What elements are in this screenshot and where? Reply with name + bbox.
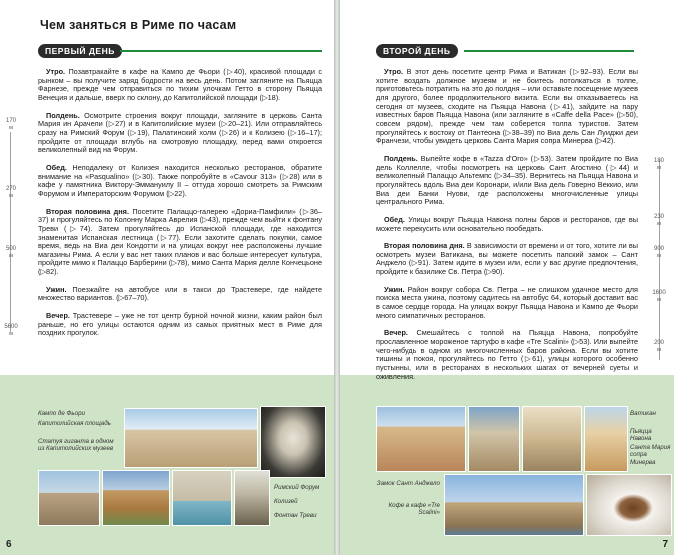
photo-coffee-cup: [586, 474, 672, 536]
scale-marker: [646, 214, 672, 228]
scale-marker: [646, 246, 672, 260]
paragraph-lead: Вечер.: [384, 328, 408, 338]
caption-vatican: Ватикан: [630, 410, 656, 417]
caption-statue: Статуя гиганта в одном из Капитолийских музеев: [38, 438, 114, 453]
scale-unit: м: [9, 125, 13, 131]
page-number: 6: [6, 539, 12, 550]
paragraph-dinner: [38, 286, 322, 303]
right-text-column: [376, 68, 638, 390]
scale-marker: [2, 324, 20, 338]
photo-colosseum: [102, 470, 170, 526]
scale-value: 900: [653, 246, 664, 252]
paragraph-text: Осмотрите строения вокруг площади, загляните в церковь Санта Мария ин Арачели (▷27) и в Капитолийские музеи (▷20–21). Или отправляйтесь сразу на Римский Форум (▷19), Палатинский холм (▷26) и к Колизею (▷16–17); пройдите от площади вглубь на смотровую площадку, перед вами откроется великолепный вид на Форум.: [38, 110, 322, 155]
caption-trevi: Фонтан Треви: [274, 512, 317, 519]
paragraph-dinner: [376, 286, 638, 321]
scale-unit: м: [9, 253, 13, 259]
caption-navona: Пьяцца Навона: [630, 428, 652, 443]
paragraph-lead: Полдень.: [384, 153, 418, 163]
photo-ruins: [234, 470, 270, 526]
day-badge-first: ПЕРВЫЙ ДЕНЬ: [38, 44, 122, 58]
paragraph-lunch: [38, 164, 322, 199]
paragraph-lead: Вечер.: [46, 311, 70, 321]
scale-unit: м: [9, 331, 13, 337]
paragraph-morning: [376, 68, 638, 146]
paragraph-text: В этот день посетите центр Рима и Ватикан (▷92–93). Если вы хотите воздать должное музеям и не боитесь потолкаться в толпе, приготовьтесь потратить на это до полдня – или оставьте посещение музеев для другого, более продолжительного визита. Если вы отказываетесь на сегодня от музеев, сходите на Пьяцца Навона (▷41), зайдите на пару известных баров Пьяцца Навона (или загляните в «Caffe della Pace» (▷50), совсем рядом), прежде чем там соберется толпа туристов. Затем прогуляйтесь к востоку от Пантеона (▷38–39) по Виа дель Сан Луиджи деи Франчези, чтобы увидеть церковь Санта Мария сопра Минерва (▷42).: [376, 67, 639, 146]
paragraph-text: В зависимости от времени и от того, хотите ли вы осмотреть музеи Ватикана, вы можете посетить папский замок – Сант Анджело (▷91). Затем идите в музеи или, если у вас другие предпочтения, пройдите к базилике Св. Петра (▷90).: [376, 241, 638, 277]
paragraph-afternoon: [376, 242, 638, 277]
photo-piazza-navona: [376, 406, 466, 472]
day-badge-second: ВТОРОЙ ДЕНЬ: [376, 44, 458, 58]
page-title: Чем заняться в Риме по часам: [40, 18, 237, 32]
paragraph-text: Позавтракайте в кафе на Кампо де Фьори (▷40), красивой площади с рынком – вы получите заряд бодрости на весь день. Потом загляните на Пьяцца Фарнезе, прежде чем отправиться по тихим улочкам Гетто в сторону Пьяцца Венеция и дальше, вверх по склону, до Капитолийской площади (▷18).: [38, 67, 322, 102]
scale-value: 5600: [4, 324, 18, 330]
photo-santa-maria-minerva: [584, 406, 628, 472]
scale-unit: м: [9, 193, 13, 199]
right-page: [340, 0, 674, 555]
paragraph-lead: Полдень.: [46, 110, 80, 120]
paragraph-lead: Вторая половина дня.: [46, 206, 129, 216]
paragraph-lunch: [376, 216, 638, 233]
scale-marker: [646, 290, 672, 304]
paragraph-text: Улицы вокруг Пьяцца Навона полны баров и ресторанов, где вы можете перекусить или основательно пообедать.: [376, 214, 638, 233]
scale-value: 230: [653, 214, 664, 220]
paragraph-morning: [38, 68, 322, 103]
paragraph-afternoon: [38, 208, 322, 277]
paragraph-evening: [38, 312, 322, 338]
paragraph-lead: Обед.: [46, 162, 67, 172]
scale-line: [10, 132, 11, 332]
paragraph-noon: [376, 155, 638, 207]
caption-forum: Римский Форум: [274, 484, 320, 491]
day-divider: [120, 50, 322, 52]
paragraph-lead: Вторая половина дня.: [384, 241, 465, 251]
scale-unit: м: [657, 221, 661, 227]
paragraph-lead: Утро.: [384, 67, 404, 76]
paragraph-lead: Ужин.: [384, 284, 405, 294]
paragraph-text: Смешайтесь с толпой на Пьяцца Навона, попробуйте прославленное мороженое тартуфо в кафе «Tre Scalini» (▷53). Или выпейте чего-нибудь в одном из многочисленных баров района. Если вы хотите тишины и покоя, прогуляйтесь по Гетто (▷61), улицы которого особенно пустынны, или в ресторанах в нескольких шагах от вечерней суеты и оживления.: [376, 328, 638, 381]
left-page: [0, 0, 334, 555]
caption-coffee: Кофе в кафе «Tre Scalini»: [388, 502, 440, 517]
paragraph-lead: Ужин.: [46, 284, 67, 294]
photo-roman-forum: [38, 470, 100, 526]
scale-value: 200: [653, 340, 664, 346]
paragraph-lead: Обед.: [384, 214, 405, 224]
photo-trevi-fountain: [172, 470, 232, 526]
scale-value: 180: [653, 158, 664, 164]
page-number: 7: [662, 539, 668, 550]
caption-capitol: Капитолийская площадь: [38, 420, 111, 427]
photo-vatican: [522, 406, 582, 472]
scale-marker: [646, 340, 672, 354]
paragraph-text: Неподалеку от Колизея находится несколько ресторанов, обратите внимание на «Pasqualino» (▷30). Также попробуйте в «Cavour 313» (▷28) или в кафе у памятника Виктору-Эммануилу II – оттуда хорошо смотреть за Римским Форумом и Императорским Форумом (▷22).: [38, 162, 323, 198]
scale-marker: [646, 158, 672, 172]
paragraph-evening: [376, 329, 638, 381]
paragraph-text: Район вокруг собора Св. Петра – не слишком удачное место для поиска места ужина, поэтому садитесь на автобус 64, который доставит вас в самое сердце города. На улицах вокруг Пьяцца Навона и Кампо де Фьори много симпатичных ресторанов.: [376, 284, 638, 320]
photo-piazza-navona-2: [468, 406, 520, 472]
day-divider: [464, 50, 634, 52]
photo-castel-sant-angelo: [444, 474, 584, 536]
scale-value: 500: [5, 246, 16, 252]
caption-minerva: Санта Мария сопра Минерва: [630, 444, 671, 466]
caption-colosseum: Колизей: [274, 498, 298, 505]
caption-castel-angelo: Замок Сант Анджело: [376, 480, 440, 487]
scale-line: [659, 160, 660, 360]
scale-value: 170: [5, 118, 16, 124]
paragraph-lead: Утро.: [46, 67, 66, 76]
photo-giant-statue: [260, 406, 326, 478]
scale-unit: м: [657, 253, 661, 259]
paragraph-text: Выпейте кофе в «Tazza d'Oro» (▷53). Затем пройдите по Виа дель Коллелле, чтобы посмотреть на церковь Сант Агостино (▷44) и великолепный Палаццо Альтемпс (▷34–35). Вернитесь на Пьяцца Навона и прогуляйтесь вдоль Виа деи Коронари, и/или Виа дель Говерно Веккио, или Виа деи Банки Нуови, где расположены многочисленные улицы центрального Рима.: [376, 153, 638, 207]
photo-capitol-square: [124, 408, 258, 468]
scale-unit: м: [657, 297, 661, 303]
scale-unit: м: [657, 347, 661, 353]
paragraph-text: Поезжайте на автобусе или в такси до Трастевере, где найдете множество вариантов. (▷67–70).: [38, 284, 322, 303]
left-text-column: [38, 68, 322, 347]
scale-marker: [2, 118, 20, 132]
paragraph-noon: [38, 112, 322, 155]
scale-value: 270: [5, 186, 16, 192]
scale-marker: [2, 246, 20, 260]
caption-campo: Кампо де Фьори: [38, 410, 85, 417]
scale-marker: [2, 186, 20, 200]
scale-value: 1600: [652, 290, 666, 296]
scale-unit: м: [657, 165, 661, 171]
paragraph-text: Трастевере – уже не тот центр бурной ночной жизни, каким район был раньше, но его улицы остаются одним из самых приятных мест в Риме для поздних прогулок.: [38, 311, 322, 338]
paragraph-text: Посетите Палаццо-галерею «Дориа-Памфили» (▷36–37) и прогуляйтесь по Колонну Марка Аврелия (▷43), прежде чем выйти к фонтану Треви (▷74). Затем прогуляйтесь до Испанской площади, где находится знаменитая Испанская лестница (▷77). Если захотите сделать покупки, самое время, ведь на Виа деи Кондотти и на улицах вокруг нее расположены лучшие магазины Рима. А если у вас нет таких планов и вас больше интересует культура, пройдите мимо к Палаццо Барберини (▷78), мимо Санта Мария делле Кончецьоне (▷82).: [38, 206, 322, 277]
